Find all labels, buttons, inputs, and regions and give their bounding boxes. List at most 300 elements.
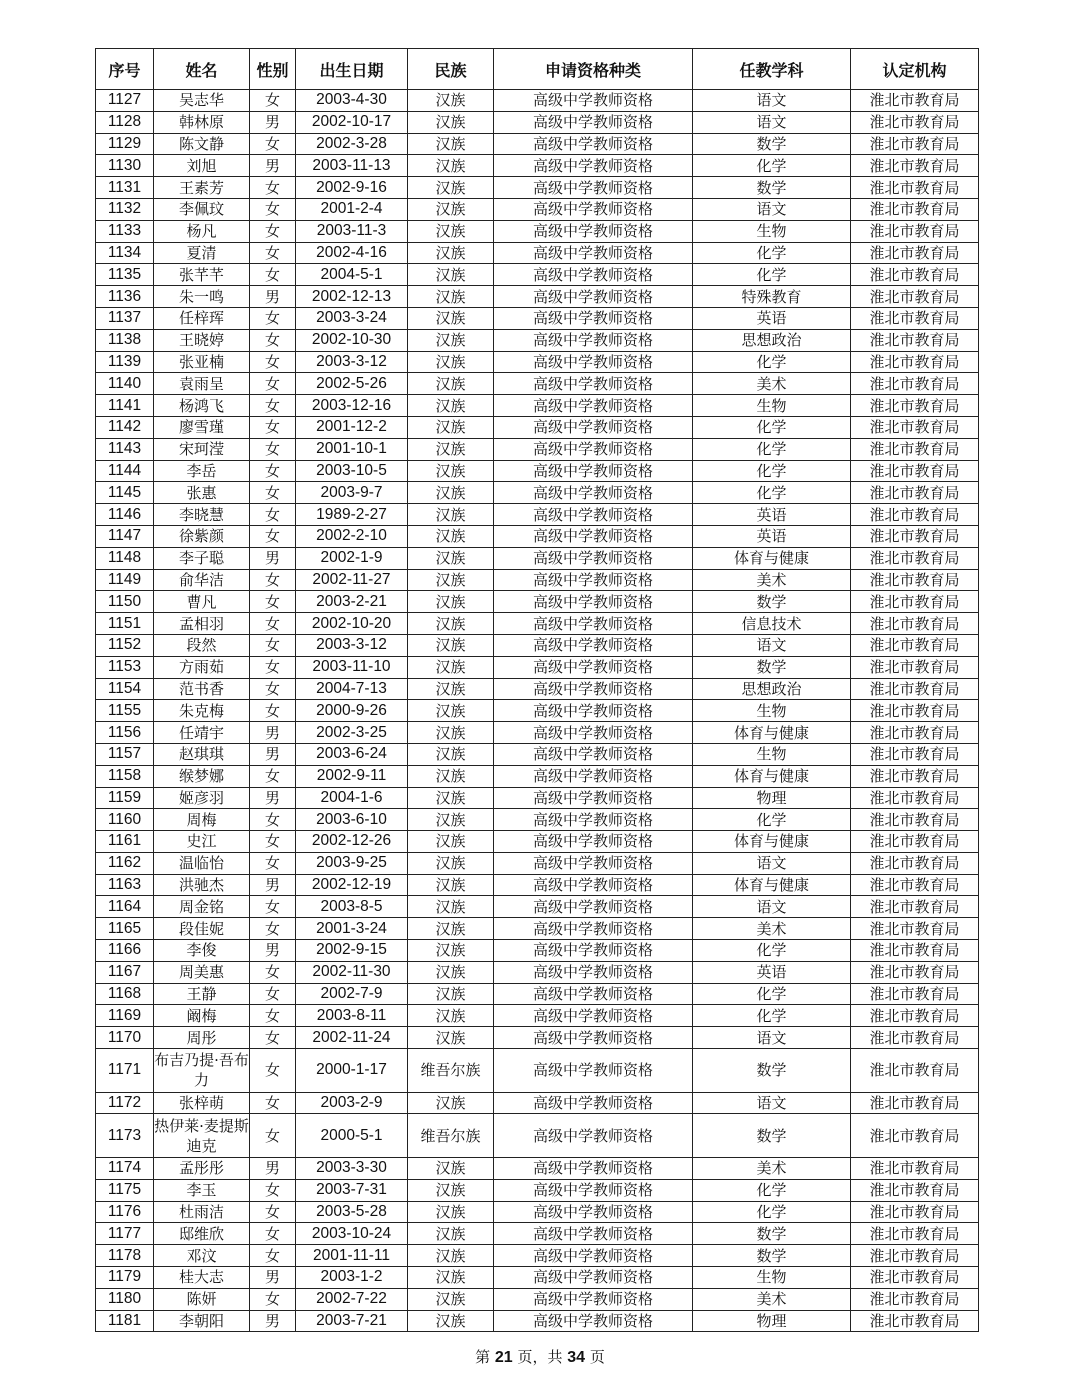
row-index: 1160: [96, 809, 154, 831]
table-row: [96, 1092, 979, 1114]
row-index: 1135: [96, 264, 154, 286]
row-index: 1162: [96, 852, 154, 874]
row-name: 陈文静: [154, 133, 250, 155]
row-gender: 女: [250, 133, 296, 155]
row-birthdate: 2002-5-26: [296, 373, 408, 395]
row-index: 1169: [96, 1005, 154, 1027]
row-ethnicity: 汉族: [408, 722, 494, 744]
row-name: 杨鸿飞: [154, 395, 250, 417]
row-name: 孟相羽: [154, 613, 250, 635]
row-qualification-type: 高级中学教师资格: [494, 1267, 693, 1289]
row-index: 1178: [96, 1245, 154, 1267]
row-name: 廖雪瑾: [154, 416, 250, 438]
row-qualification-type: 高级中学教师资格: [494, 1179, 693, 1201]
row-certifying-agency: 淮北市教育局: [851, 1049, 979, 1093]
row-gender: 女: [250, 852, 296, 874]
row-gender: 女: [250, 1288, 296, 1310]
row-ethnicity: 汉族: [408, 351, 494, 373]
row-birthdate: 2002-7-22: [296, 1288, 408, 1310]
row-gender: 女: [250, 918, 296, 940]
row-subject: 体育与健康: [693, 874, 851, 896]
row-birthdate: 2002-2-10: [296, 525, 408, 547]
row-ethnicity: 汉族: [408, 155, 494, 177]
row-qualification-type: 高级中学教师资格: [494, 1005, 693, 1027]
row-certifying-agency: 淮北市教育局: [851, 111, 979, 133]
table-row: [96, 743, 979, 765]
row-ethnicity: 汉族: [408, 983, 494, 1005]
row-subject: 生物: [693, 220, 851, 242]
teacher-qualification-table: [95, 48, 979, 1332]
row-gender: 男: [250, 547, 296, 569]
row-name: 洪驰杰: [154, 874, 250, 896]
table-row: [96, 961, 979, 983]
row-index: 1149: [96, 569, 154, 591]
row-birthdate: 2003-3-12: [296, 351, 408, 373]
row-ethnicity: 汉族: [408, 831, 494, 853]
row-name: 徐紫颜: [154, 525, 250, 547]
row-subject: 思想政治: [693, 329, 851, 351]
footer-middle: 页，共: [517, 1348, 563, 1366]
row-subject: 英语: [693, 504, 851, 526]
row-gender: 女: [250, 1245, 296, 1267]
row-birthdate: 2003-2-21: [296, 591, 408, 613]
page-footer: [0, 1346, 1080, 1367]
row-ethnicity: 汉族: [408, 940, 494, 962]
row-ethnicity: 汉族: [408, 1223, 494, 1245]
row-certifying-agency: 淮北市教育局: [851, 416, 979, 438]
row-index: 1140: [96, 373, 154, 395]
row-certifying-agency: 淮北市教育局: [851, 896, 979, 918]
row-birthdate: 2002-9-11: [296, 765, 408, 787]
row-index: 1152: [96, 634, 154, 656]
row-qualification-type: 高级中学教师资格: [494, 896, 693, 918]
row-gender: 女: [250, 1179, 296, 1201]
row-index: 1159: [96, 787, 154, 809]
row-qualification-type: 高级中学教师资格: [494, 874, 693, 896]
table-row: [96, 155, 979, 177]
footer-prefix: 第: [475, 1348, 491, 1366]
row-index: 1157: [96, 743, 154, 765]
table-row: [96, 264, 979, 286]
row-gender: 男: [250, 286, 296, 308]
row-certifying-agency: 淮北市教育局: [851, 504, 979, 526]
table-row: [96, 1158, 979, 1180]
row-subject: 语文: [693, 90, 851, 112]
row-index: 1174: [96, 1158, 154, 1180]
row-subject: 数学: [693, 656, 851, 678]
row-birthdate: 2003-9-25: [296, 852, 408, 874]
row-qualification-type: 高级中学教师资格: [494, 416, 693, 438]
row-name: 阚梅: [154, 1005, 250, 1027]
row-qualification-type: 高级中学教师资格: [494, 1027, 693, 1049]
row-index: 1148: [96, 547, 154, 569]
table-row: [96, 809, 979, 831]
row-ethnicity: 汉族: [408, 504, 494, 526]
table-row: [96, 1114, 979, 1158]
row-name: 方雨茹: [154, 656, 250, 678]
row-certifying-agency: 淮北市教育局: [851, 831, 979, 853]
row-gender: 男: [250, 1158, 296, 1180]
row-name: 桂大志: [154, 1267, 250, 1289]
row-gender: 女: [250, 569, 296, 591]
row-birthdate: 2002-12-19: [296, 874, 408, 896]
row-index: 1166: [96, 940, 154, 962]
row-certifying-agency: 淮北市教育局: [851, 198, 979, 220]
row-subject: 美术: [693, 1288, 851, 1310]
row-certifying-agency: 淮北市教育局: [851, 155, 979, 177]
row-qualification-type: 高级中学教师资格: [494, 525, 693, 547]
row-subject: 英语: [693, 525, 851, 547]
row-name: 曹凡: [154, 591, 250, 613]
row-ethnicity: 汉族: [408, 569, 494, 591]
row-birthdate: 2003-2-9: [296, 1092, 408, 1114]
row-subject: 特殊教育: [693, 286, 851, 308]
table-row: [96, 373, 979, 395]
row-name: 张芊芊: [154, 264, 250, 286]
row-birthdate: 2004-1-6: [296, 787, 408, 809]
row-subject: 英语: [693, 961, 851, 983]
table-row: [96, 569, 979, 591]
row-ethnicity: 汉族: [408, 525, 494, 547]
row-qualification-type: 高级中学教师资格: [494, 482, 693, 504]
row-certifying-agency: 淮北市教育局: [851, 743, 979, 765]
row-certifying-agency: 淮北市教育局: [851, 722, 979, 744]
row-name: 张梓萌: [154, 1092, 250, 1114]
row-index: 1145: [96, 482, 154, 504]
row-gender: 男: [250, 1267, 296, 1289]
row-name: 李俊: [154, 940, 250, 962]
row-name: 周金铭: [154, 896, 250, 918]
row-subject: 美术: [693, 569, 851, 591]
row-subject: 体育与健康: [693, 831, 851, 853]
row-birthdate: 2003-3-24: [296, 307, 408, 329]
row-index: 1177: [96, 1223, 154, 1245]
table-row: [96, 1005, 979, 1027]
row-subject: 语文: [693, 198, 851, 220]
row-index: 1168: [96, 983, 154, 1005]
row-subject: 化学: [693, 983, 851, 1005]
row-index: 1131: [96, 177, 154, 199]
row-gender: 男: [250, 155, 296, 177]
row-certifying-agency: 淮北市教育局: [851, 874, 979, 896]
row-index: 1134: [96, 242, 154, 264]
row-gender: 女: [250, 264, 296, 286]
table-row: [96, 286, 979, 308]
row-qualification-type: 高级中学教师资格: [494, 177, 693, 199]
row-qualification-type: 高级中学教师资格: [494, 634, 693, 656]
row-birthdate: 2003-9-7: [296, 482, 408, 504]
row-certifying-agency: 淮北市教育局: [851, 1158, 979, 1180]
row-birthdate: 2001-3-24: [296, 918, 408, 940]
row-name: 王素芳: [154, 177, 250, 199]
row-gender: 女: [250, 220, 296, 242]
header-birthdate: 出生日期: [296, 49, 408, 90]
row-subject: 数学: [693, 1245, 851, 1267]
row-birthdate: 2003-4-30: [296, 90, 408, 112]
row-certifying-agency: 淮北市教育局: [851, 634, 979, 656]
row-subject: 语文: [693, 1027, 851, 1049]
row-certifying-agency: 淮北市教育局: [851, 940, 979, 962]
row-ethnicity: 汉族: [408, 656, 494, 678]
table-row: [96, 700, 979, 722]
row-gender: 女: [250, 307, 296, 329]
row-name: 杜雨洁: [154, 1201, 250, 1223]
row-subject: 语文: [693, 111, 851, 133]
row-certifying-agency: 淮北市教育局: [851, 656, 979, 678]
row-qualification-type: 高级中学教师资格: [494, 918, 693, 940]
row-qualification-type: 高级中学教师资格: [494, 1245, 693, 1267]
row-gender: 女: [250, 809, 296, 831]
row-certifying-agency: 淮北市教育局: [851, 351, 979, 373]
row-gender: 女: [250, 896, 296, 918]
row-name: 李佩玟: [154, 198, 250, 220]
row-gender: 女: [250, 1201, 296, 1223]
row-subject: 物理: [693, 787, 851, 809]
row-birthdate: 2002-9-15: [296, 940, 408, 962]
row-name: 杨凡: [154, 220, 250, 242]
row-ethnicity: 汉族: [408, 787, 494, 809]
row-name: 袁雨呈: [154, 373, 250, 395]
row-certifying-agency: 淮北市教育局: [851, 961, 979, 983]
row-name: 史江: [154, 831, 250, 853]
row-gender: 女: [250, 1027, 296, 1049]
row-gender: 女: [250, 198, 296, 220]
row-name: 宋珂滢: [154, 438, 250, 460]
table-row: [96, 329, 979, 351]
row-qualification-type: 高级中学教师资格: [494, 722, 693, 744]
row-subject: 化学: [693, 155, 851, 177]
row-qualification-type: 高级中学教师资格: [494, 1049, 693, 1093]
row-gender: 女: [250, 1005, 296, 1027]
row-gender: 女: [250, 765, 296, 787]
row-birthdate: 2002-4-16: [296, 242, 408, 264]
row-birthdate: 2003-6-24: [296, 743, 408, 765]
row-subject: 语文: [693, 896, 851, 918]
table-row: [96, 111, 979, 133]
row-ethnicity: 汉族: [408, 177, 494, 199]
row-certifying-agency: 淮北市教育局: [851, 1245, 979, 1267]
table-row: [96, 438, 979, 460]
row-qualification-type: 高级中学教师资格: [494, 852, 693, 874]
table-row: [96, 852, 979, 874]
row-certifying-agency: 淮北市教育局: [851, 809, 979, 831]
row-qualification-type: 高级中学教师资格: [494, 155, 693, 177]
row-subject: 美术: [693, 1158, 851, 1180]
row-subject: 生物: [693, 1267, 851, 1289]
row-ethnicity: 汉族: [408, 482, 494, 504]
table-header-row: [96, 49, 979, 90]
row-name: 刘旭: [154, 155, 250, 177]
row-ethnicity: 维吾尔族: [408, 1049, 494, 1093]
row-name: 周彤: [154, 1027, 250, 1049]
row-certifying-agency: 淮北市教育局: [851, 1027, 979, 1049]
row-subject: 美术: [693, 918, 851, 940]
row-index: 1167: [96, 961, 154, 983]
row-subject: 体育与健康: [693, 547, 851, 569]
table-row: [96, 525, 979, 547]
row-subject: 生物: [693, 700, 851, 722]
row-name: 范书香: [154, 678, 250, 700]
table-row: [96, 874, 979, 896]
row-gender: 女: [250, 1114, 296, 1158]
row-subject: 数学: [693, 591, 851, 613]
row-index: 1144: [96, 460, 154, 482]
row-qualification-type: 高级中学教师资格: [494, 700, 693, 722]
row-certifying-agency: 淮北市教育局: [851, 983, 979, 1005]
row-index: 1147: [96, 525, 154, 547]
row-birthdate: 2001-12-2: [296, 416, 408, 438]
table-row: [96, 1245, 979, 1267]
row-subject: 化学: [693, 416, 851, 438]
row-name: 朱一鸣: [154, 286, 250, 308]
row-name: 朱克梅: [154, 700, 250, 722]
row-ethnicity: 汉族: [408, 264, 494, 286]
row-ethnicity: 汉族: [408, 1027, 494, 1049]
row-subject: 化学: [693, 242, 851, 264]
row-qualification-type: 高级中学教师资格: [494, 591, 693, 613]
row-index: 1141: [96, 395, 154, 417]
row-ethnicity: 汉族: [408, 242, 494, 264]
table-row: [96, 177, 979, 199]
row-gender: 女: [250, 983, 296, 1005]
header-qualification-type: 申请资格种类: [494, 49, 693, 90]
row-gender: 女: [250, 438, 296, 460]
row-ethnicity: 汉族: [408, 1310, 494, 1332]
row-qualification-type: 高级中学教师资格: [494, 613, 693, 635]
row-ethnicity: 汉族: [408, 111, 494, 133]
row-certifying-agency: 淮北市教育局: [851, 613, 979, 635]
row-index: 1153: [96, 656, 154, 678]
row-index: 1165: [96, 918, 154, 940]
table-row: [96, 220, 979, 242]
table-row: [96, 416, 979, 438]
table-row: [96, 787, 979, 809]
row-index: 1172: [96, 1092, 154, 1114]
row-name: 段佳妮: [154, 918, 250, 940]
table-row: [96, 634, 979, 656]
footer-page-number: 21: [494, 1349, 513, 1366]
row-birthdate: 2002-3-28: [296, 133, 408, 155]
row-qualification-type: 高级中学教师资格: [494, 940, 693, 962]
row-ethnicity: 汉族: [408, 1267, 494, 1289]
row-certifying-agency: 淮北市教育局: [851, 1179, 979, 1201]
row-certifying-agency: 淮北市教育局: [851, 460, 979, 482]
row-index: 1138: [96, 329, 154, 351]
row-index: 1175: [96, 1179, 154, 1201]
row-index: 1170: [96, 1027, 154, 1049]
row-index: 1143: [96, 438, 154, 460]
row-certifying-agency: 淮北市教育局: [851, 852, 979, 874]
row-certifying-agency: 淮北市教育局: [851, 1005, 979, 1027]
table-row: [96, 765, 979, 787]
table-row: [96, 547, 979, 569]
row-index: 1164: [96, 896, 154, 918]
table-row: [96, 395, 979, 417]
row-gender: 女: [250, 678, 296, 700]
row-ethnicity: 汉族: [408, 329, 494, 351]
row-ethnicity: 汉族: [408, 307, 494, 329]
row-qualification-type: 高级中学教师资格: [494, 1092, 693, 1114]
row-qualification-type: 高级中学教师资格: [494, 743, 693, 765]
row-name: 王晓婷: [154, 329, 250, 351]
row-certifying-agency: 淮北市教育局: [851, 678, 979, 700]
row-certifying-agency: 淮北市教育局: [851, 765, 979, 787]
header-subject: 任教学科: [693, 49, 851, 90]
row-gender: 女: [250, 634, 296, 656]
row-certifying-agency: 淮北市教育局: [851, 569, 979, 591]
row-birthdate: 2000-1-17: [296, 1049, 408, 1093]
row-ethnicity: 汉族: [408, 1201, 494, 1223]
row-name: 张惠: [154, 482, 250, 504]
row-index: 1139: [96, 351, 154, 373]
row-qualification-type: 高级中学教师资格: [494, 264, 693, 286]
row-qualification-type: 高级中学教师资格: [494, 220, 693, 242]
table-row: [96, 1027, 979, 1049]
row-name: 吴志华: [154, 90, 250, 112]
row-birthdate: 2003-3-30: [296, 1158, 408, 1180]
row-qualification-type: 高级中学教师资格: [494, 1288, 693, 1310]
row-birthdate: 2002-11-30: [296, 961, 408, 983]
row-name: 韩林原: [154, 111, 250, 133]
row-name: 温临怡: [154, 852, 250, 874]
row-name: 李子聪: [154, 547, 250, 569]
row-birthdate: 2003-7-31: [296, 1179, 408, 1201]
row-certifying-agency: 淮北市教育局: [851, 220, 979, 242]
row-subject: 体育与健康: [693, 722, 851, 744]
table-row: [96, 896, 979, 918]
row-gender: 女: [250, 1223, 296, 1245]
row-subject: 化学: [693, 1005, 851, 1027]
row-ethnicity: 汉族: [408, 852, 494, 874]
row-birthdate: 2003-10-24: [296, 1223, 408, 1245]
row-name: 布吉乃提·吾布力: [154, 1049, 250, 1093]
row-name: 李晓慧: [154, 504, 250, 526]
row-subject: 数学: [693, 1049, 851, 1093]
row-ethnicity: 汉族: [408, 133, 494, 155]
row-birthdate: 2003-11-3: [296, 220, 408, 242]
row-ethnicity: 汉族: [408, 1158, 494, 1180]
row-name: 任靖宇: [154, 722, 250, 744]
row-ethnicity: 汉族: [408, 874, 494, 896]
table-row: [96, 1049, 979, 1093]
row-subject: 化学: [693, 351, 851, 373]
row-index: 1132: [96, 198, 154, 220]
row-birthdate: 2004-7-13: [296, 678, 408, 700]
row-gender: 女: [250, 242, 296, 264]
row-birthdate: 2003-10-5: [296, 460, 408, 482]
row-subject: 生物: [693, 395, 851, 417]
table-row: [96, 1288, 979, 1310]
row-qualification-type: 高级中学教师资格: [494, 351, 693, 373]
row-qualification-type: 高级中学教师资格: [494, 286, 693, 308]
row-qualification-type: 高级中学教师资格: [494, 678, 693, 700]
row-ethnicity: 汉族: [408, 961, 494, 983]
row-name: 李朝阳: [154, 1310, 250, 1332]
table-row: [96, 133, 979, 155]
row-birthdate: 2003-12-16: [296, 395, 408, 417]
row-birthdate: 2001-2-4: [296, 198, 408, 220]
row-certifying-agency: 淮北市教育局: [851, 90, 979, 112]
row-index: 1171: [96, 1049, 154, 1093]
row-certifying-agency: 淮北市教育局: [851, 133, 979, 155]
row-certifying-agency: 淮北市教育局: [851, 547, 979, 569]
row-ethnicity: 汉族: [408, 460, 494, 482]
row-ethnicity: 汉族: [408, 918, 494, 940]
row-index: 1129: [96, 133, 154, 155]
row-subject: 化学: [693, 940, 851, 962]
row-birthdate: 2003-5-28: [296, 1201, 408, 1223]
row-gender: 女: [250, 482, 296, 504]
